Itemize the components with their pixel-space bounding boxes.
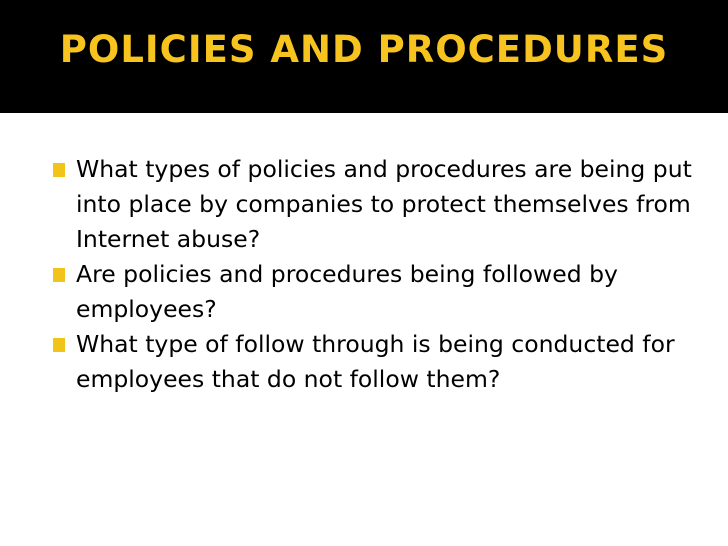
bullet-item [52, 327, 692, 397]
square-bullet-icon [53, 338, 65, 352]
title-bar [0, 0, 728, 113]
bullet-text: What types of policies and procedures are being put into place by companies to protect themselves from Internet abuse? [76, 155, 692, 253]
bullet-item [52, 152, 692, 257]
bullet-text: Are policies and procedures being followed by employees? [76, 260, 618, 323]
bullet-text: What type of follow through is being conducted for employees that do not follow them? [76, 330, 675, 393]
square-bullet-icon [53, 268, 65, 282]
bullet-list [52, 152, 692, 397]
bullet-item [52, 257, 692, 327]
slide-title: POLICIES AND PROCEDURES [59, 28, 669, 71]
square-bullet-icon [53, 163, 65, 177]
